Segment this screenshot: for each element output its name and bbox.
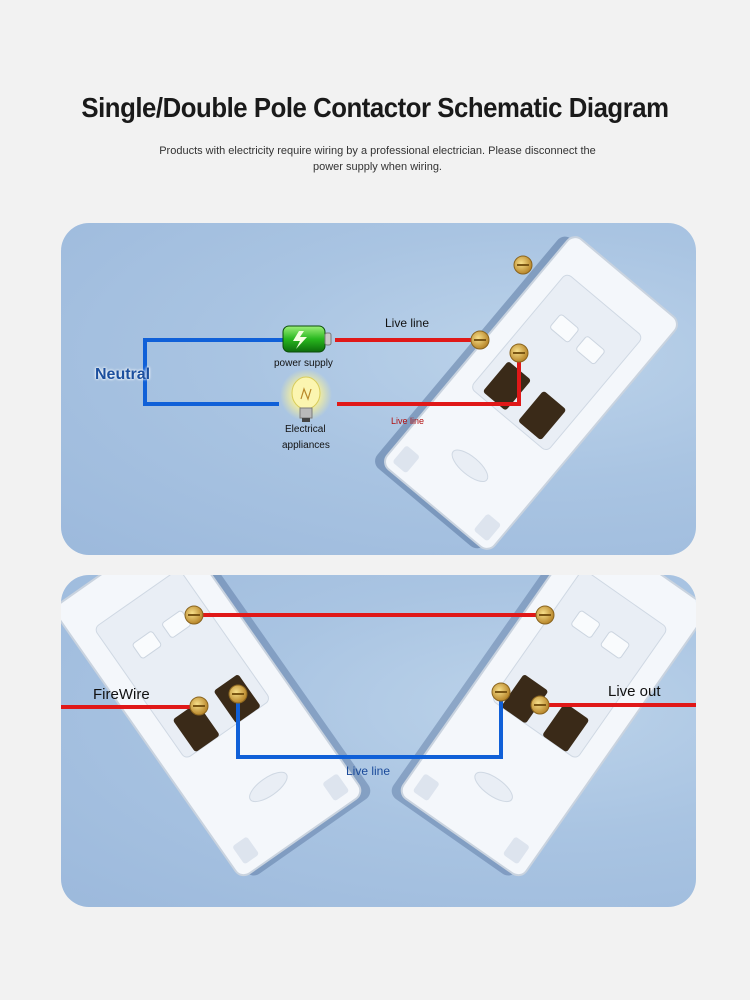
right-screw-top (536, 606, 554, 624)
page-title: Single/Double Pole Contactor Schematic Diagram (81, 92, 669, 123)
live-line-top-label: Live line (385, 316, 430, 330)
left-screw-bridge (229, 685, 247, 703)
battery-icon (283, 326, 331, 352)
socket-base (371, 228, 681, 555)
single-pole-diagram (61, 223, 696, 555)
double-pole-diagram (61, 575, 696, 907)
firewire-label: FireWire (93, 686, 150, 703)
neutral-label: Neutral (95, 366, 151, 383)
page-subtitle: Products with electricity require wiring by a professional electrician. Please disconnect the power supply when wiring. (159, 145, 596, 173)
appliance-label-line2: appliances (282, 440, 330, 451)
terminal-screw-top (514, 256, 532, 274)
single-pole-panel (61, 223, 696, 555)
left-socket-base (61, 575, 374, 884)
left-screw-top (185, 606, 203, 624)
double-pole-panel (61, 575, 696, 907)
light-bulb-icon (280, 369, 332, 422)
terminal-screw-live-in (471, 331, 489, 349)
live-out-label: Live out (608, 683, 661, 700)
terminal-screw-live-out (510, 344, 528, 362)
neutral-wire (145, 340, 291, 404)
right-screw-live-out (531, 696, 549, 714)
power-supply-label: power supply (274, 358, 333, 369)
right-screw-bridge (492, 683, 510, 701)
appliance-label-line1: Electrical (285, 424, 326, 435)
live-line-label: Live line (346, 764, 391, 778)
left-screw-live-in (190, 697, 208, 715)
live-line-bottom-label: Live line (391, 416, 425, 426)
